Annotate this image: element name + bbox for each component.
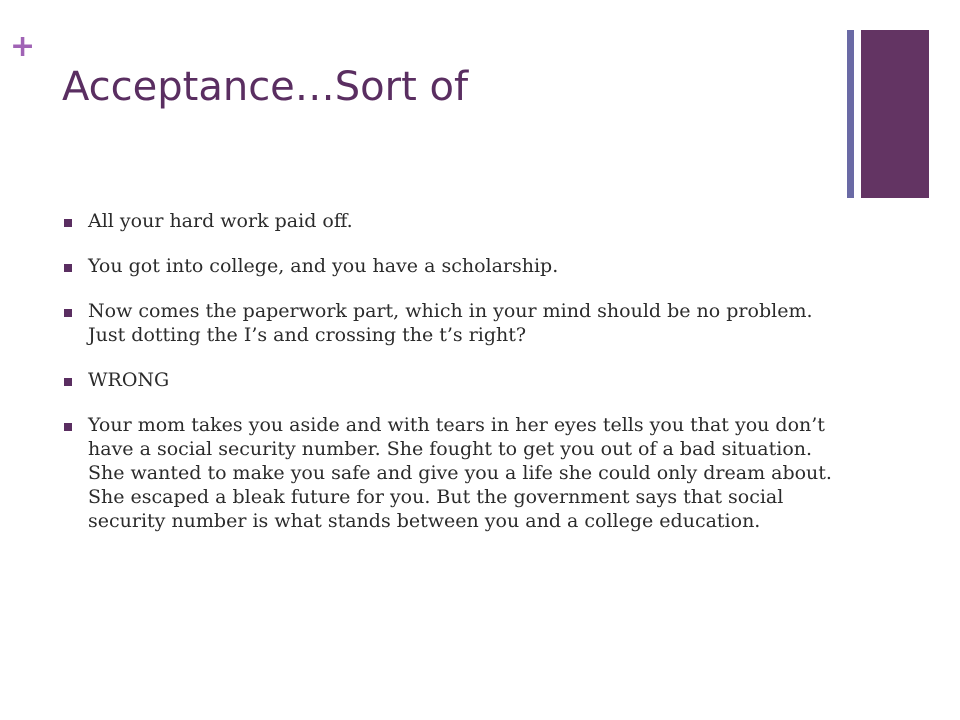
bullet-text: WRONG xyxy=(88,369,170,391)
accent-bar-thin xyxy=(847,30,854,198)
bullet-text: Your mom takes you aside and with tears in her eyes tells you that you don’t have a social security number. She fought to get you out of a bad situation. She wanted to make you safe and give you a life she could only dream about. She escaped a bleak future for you. But the government says that social security number is what stands between you and a college education. xyxy=(88,414,832,532)
accent-bar-thick xyxy=(861,30,929,198)
bullet-item xyxy=(64,254,854,278)
bullet-text: You got into college, and you have a scholarship. xyxy=(88,255,559,277)
bullet-item xyxy=(64,299,854,347)
bullet-item xyxy=(64,209,854,233)
bullet-item xyxy=(64,368,854,392)
square-bullet-icon xyxy=(64,264,72,272)
square-bullet-icon xyxy=(64,309,72,317)
square-bullet-icon xyxy=(64,378,72,386)
bullet-text: All your hard work paid off. xyxy=(88,210,353,232)
plus-icon: + xyxy=(10,29,36,64)
slide-title: Acceptance…Sort of xyxy=(62,64,469,110)
square-bullet-icon xyxy=(64,219,72,227)
square-bullet-icon xyxy=(64,423,72,431)
bullet-list xyxy=(64,209,854,554)
bullet-item xyxy=(64,413,854,533)
bullet-text: Now comes the paperwork part, which in your mind should be no problem. Just dotting the I’s and crossing the t’s right? xyxy=(88,300,813,346)
